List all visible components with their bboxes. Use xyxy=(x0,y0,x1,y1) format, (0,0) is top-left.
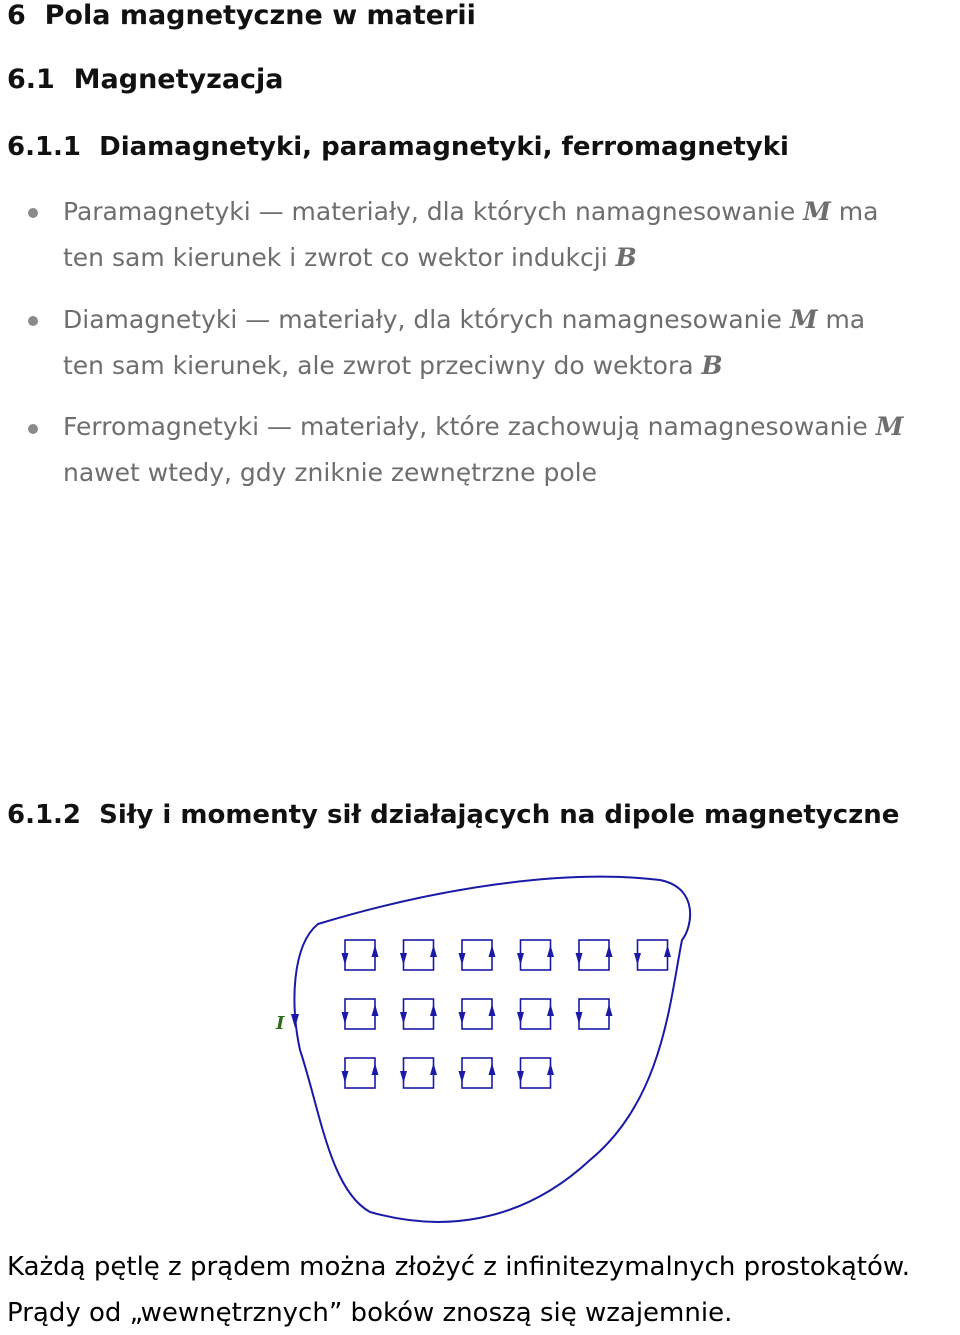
section-title: Pola magnetyczne w materii xyxy=(44,0,476,31)
arrow-up-icon xyxy=(372,945,379,957)
current-label: I xyxy=(276,1013,285,1034)
arrow-up-icon xyxy=(606,1004,613,1016)
arrow-down-icon xyxy=(459,1012,466,1024)
arrow-down-icon xyxy=(517,1012,524,1024)
arrow-down-icon xyxy=(342,1071,349,1083)
arrow-down-icon xyxy=(517,1071,524,1083)
arrow-down-icon xyxy=(459,1071,466,1083)
current-loop-outline xyxy=(294,877,690,1222)
current-rectangle xyxy=(462,940,492,970)
arrow-down-icon xyxy=(576,1012,583,1024)
current-rectangle xyxy=(638,940,668,970)
symbol-B: B xyxy=(701,351,723,380)
arrow-down-icon xyxy=(400,1012,407,1024)
subsubsection-number: 6.1.2 xyxy=(7,800,82,830)
current-rectangle xyxy=(404,940,434,970)
arrow-up-icon xyxy=(430,945,437,957)
caption-line2: Prądy od „wewnętrznych” boków znoszą się wzajemnie. xyxy=(7,1298,733,1328)
subsubsection-title: Diamagnetyki, paramagnetyki, ferromagnetyki xyxy=(99,132,789,162)
current-rectangle xyxy=(462,1058,492,1088)
arrow-down-icon xyxy=(634,953,641,965)
bullet-diamagnetics-line1: Diamagnetyki — materiały, dla których namagnesowanie M ma xyxy=(63,305,866,334)
symbol-M: M xyxy=(803,197,831,226)
arrow-up-icon xyxy=(489,1004,496,1016)
current-rectangle xyxy=(345,1058,375,1088)
current-rectangle xyxy=(521,940,551,970)
subsubsection-number: 6.1.1 xyxy=(7,132,82,162)
bullet-paramagnetics-line2: ten sam kierunek i zwrot co wektor indukcji B xyxy=(63,243,637,272)
arrow-up-icon xyxy=(547,1004,554,1016)
current-arrow-icon xyxy=(291,1014,299,1028)
arrow-up-icon xyxy=(664,945,671,957)
arrow-down-icon xyxy=(459,953,466,965)
symbol-B: B xyxy=(615,243,637,272)
arrow-up-icon xyxy=(489,1063,496,1075)
current-rectangle xyxy=(521,1058,551,1088)
arrow-up-icon xyxy=(430,1004,437,1016)
arrow-up-icon xyxy=(547,1063,554,1075)
subsection-title: Magnetyzacja xyxy=(73,64,284,95)
arrow-up-icon xyxy=(547,945,554,957)
current-rectangle xyxy=(345,940,375,970)
arrow-down-icon xyxy=(342,1012,349,1024)
current-rectangle xyxy=(579,999,609,1029)
arrow-down-icon xyxy=(576,953,583,965)
current-rectangle xyxy=(404,999,434,1029)
arrow-down-icon xyxy=(400,1071,407,1083)
section-number: 6 xyxy=(7,0,26,31)
bullet-diamagnetics-line2: ten sam kierunek, ale zwrot przeciwny do wektora B xyxy=(63,351,723,380)
arrow-up-icon xyxy=(372,1063,379,1075)
infinitesimal-rectangles xyxy=(342,940,672,1088)
current-rectangle xyxy=(462,999,492,1029)
current-rectangle xyxy=(521,999,551,1029)
arrow-up-icon xyxy=(372,1004,379,1016)
symbol-M: M xyxy=(875,412,904,441)
arrow-down-icon xyxy=(400,953,407,965)
current-rectangle xyxy=(404,1058,434,1088)
symbol-M: M xyxy=(789,305,818,334)
bullet-paramagnetics-line1: Paramagnetyki — materiały, dla których namagnesowanie M ma xyxy=(63,197,879,226)
arrow-up-icon xyxy=(430,1063,437,1075)
caption-line1: Każdą pętlę z prądem można złożyć z infinitezymalnych prostokątów. xyxy=(7,1252,910,1282)
subsubsection-title: Siły i momenty sił działających na dipole magnetyczne xyxy=(99,800,900,830)
arrow-up-icon xyxy=(489,945,496,957)
arrow-down-icon xyxy=(342,953,349,965)
arrow-up-icon xyxy=(606,945,613,957)
bullet-ferromagnetics-line2: nawet wtedy, gdy zniknie zewnętrzne pole xyxy=(63,458,597,487)
subsection-number: 6.1 xyxy=(7,64,55,95)
current-rectangle xyxy=(345,999,375,1029)
current-rectangle xyxy=(579,940,609,970)
arrow-down-icon xyxy=(517,953,524,965)
bullet-ferromagnetics-line1: Ferromagnetyki — materiały, które zachowują namagnesowanie M xyxy=(63,412,904,441)
